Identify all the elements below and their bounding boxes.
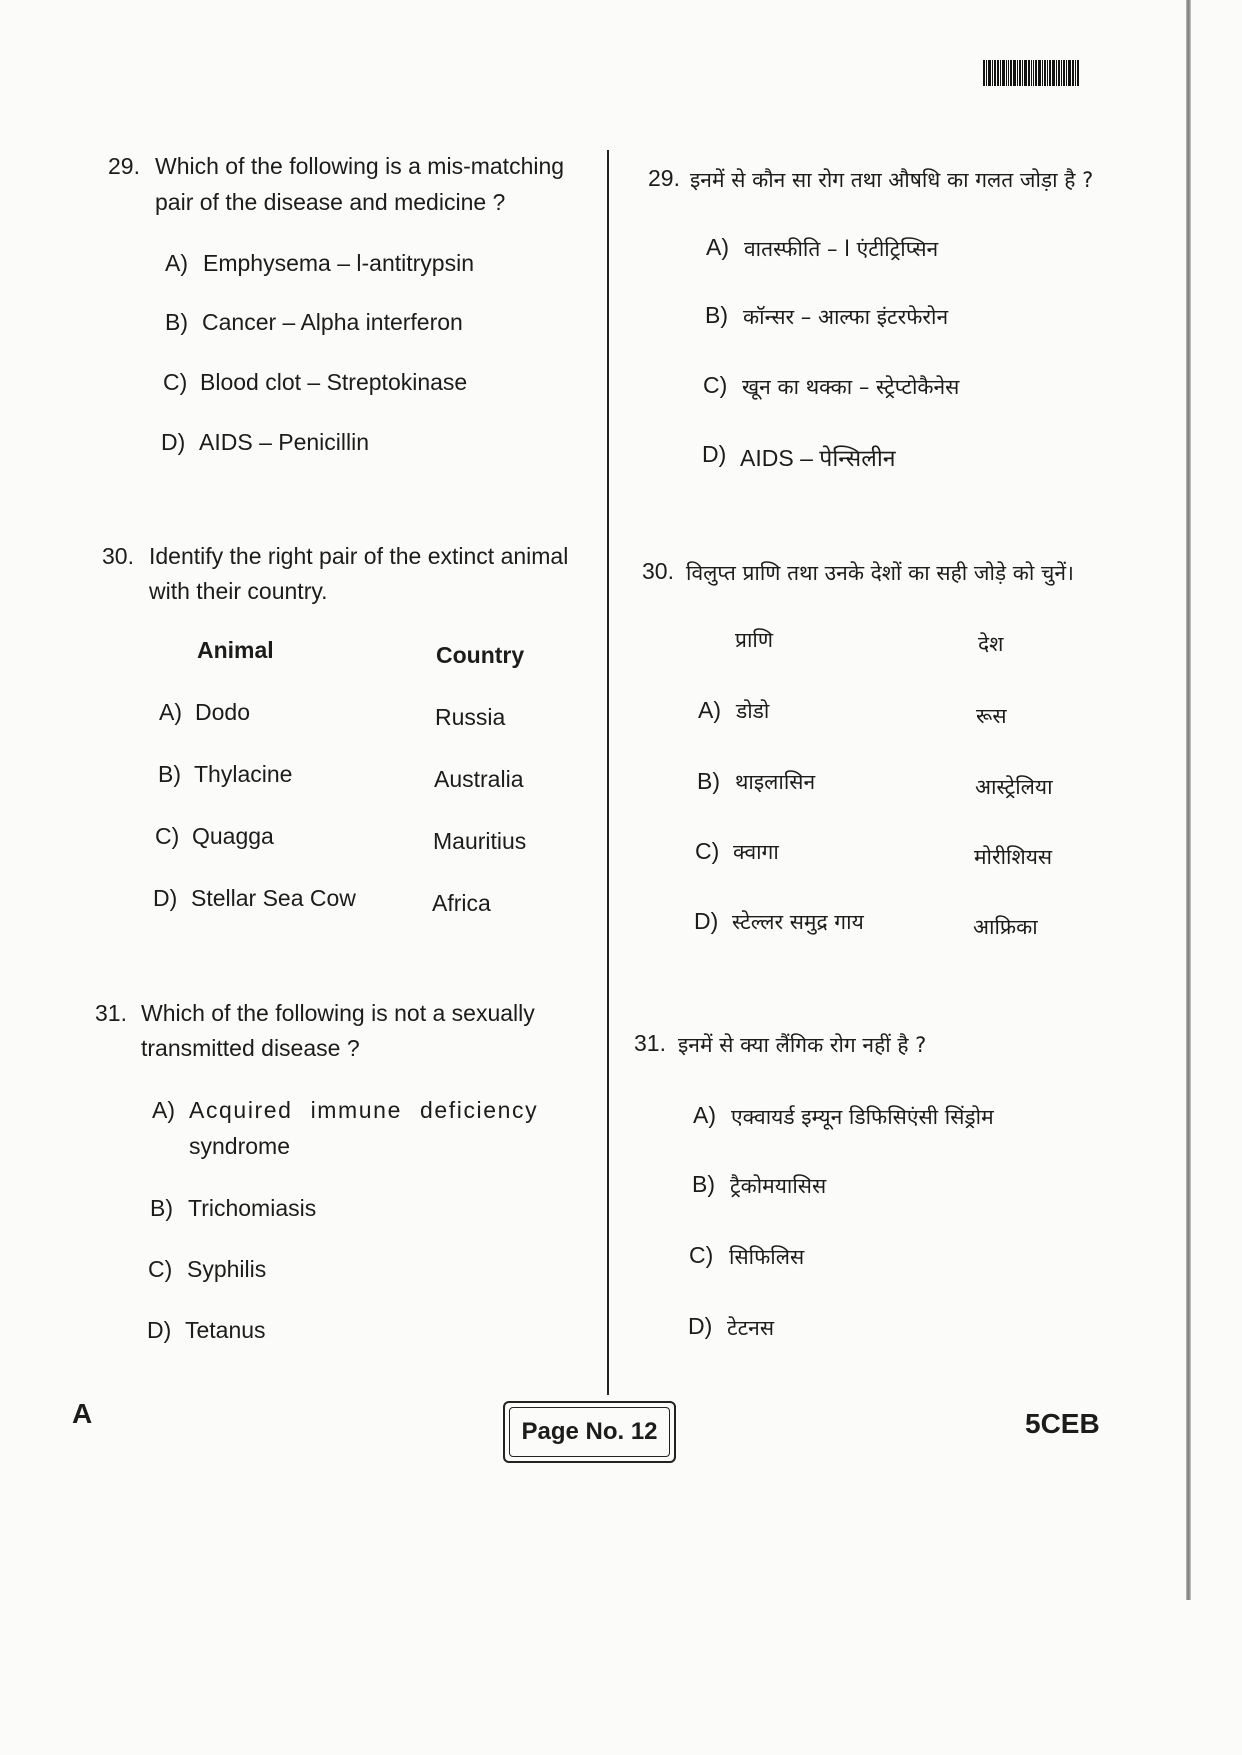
option-label: B) <box>158 761 181 787</box>
option-label: A) <box>706 234 729 260</box>
option-country: Australia <box>434 766 524 792</box>
question-number: 31. <box>95 1000 127 1026</box>
question-text: Which of the following is not a sexually <box>141 1000 535 1026</box>
option-label: A) <box>698 697 721 723</box>
option-label: A) <box>693 1102 716 1128</box>
column-header-animal: Animal <box>197 637 274 663</box>
question-number: 30. <box>102 543 134 569</box>
question-text: इनमें से क्या लैंगिक रोग नहीं है ? <box>678 1033 927 1057</box>
column-header-country: Country <box>436 642 525 668</box>
question-number: 29. <box>108 153 140 179</box>
column-header-country: देश <box>978 632 1004 656</box>
column-divider <box>607 150 609 1395</box>
question-number: 31. <box>634 1030 666 1056</box>
option-text: एक्वायर्ड इम्यून डिफिसिएंसी सिंड्रोम <box>731 1105 994 1129</box>
option-text: Acquired immune deficiency <box>189 1097 539 1123</box>
option-text: Cancer – Alpha interferon <box>202 309 463 335</box>
option-text: Emphysema – l-antitrypsin <box>203 250 474 276</box>
option-label: D) <box>147 1317 172 1343</box>
option-label: D) <box>161 429 186 455</box>
option-animal: Quagga <box>192 823 274 849</box>
option-label: D) <box>694 908 719 934</box>
column-header-animal: प्राणि <box>735 628 774 652</box>
option-animal: स्टेल्लर समुद्र गाय <box>732 910 864 934</box>
question-text: Which of the following is a mis-matching <box>155 153 565 179</box>
booklet-series-letter: A <box>72 1398 93 1429</box>
question-text: इनमें से कौन सा रोग तथा औषधि का गलत जोड़ा है ? <box>690 168 1094 192</box>
page-number: Page No. 12 <box>509 1407 670 1457</box>
option-label: C) <box>703 372 728 398</box>
question-number: 30. <box>642 558 674 584</box>
page-number-box <box>503 1401 676 1463</box>
option-animal: क्वागा <box>733 840 779 864</box>
option-animal: Dodo <box>195 699 250 725</box>
option-animal: डोडो <box>736 699 770 723</box>
option-text: Trichomiasis <box>188 1195 317 1221</box>
paper-code: 5CEB <box>1025 1408 1100 1439</box>
option-country: मोरीशियस <box>974 845 1053 869</box>
question-text: Identify the right pair of the extinct animal <box>149 543 569 569</box>
option-label: A) <box>159 699 182 725</box>
option-text: कॉन्सर – आल्फा इंटरफेरोन <box>743 305 949 329</box>
option-country: Russia <box>435 704 506 730</box>
option-text: टेटनस <box>727 1316 775 1340</box>
barcode-icon <box>983 60 1123 86</box>
option-label: C) <box>695 838 720 864</box>
question-number: 29. <box>648 165 680 191</box>
option-text: syndrome <box>189 1133 290 1159</box>
option-text: Tetanus <box>185 1317 266 1343</box>
option-animal: Thylacine <box>194 761 293 787</box>
page-edge-shadow <box>1186 0 1191 1600</box>
option-label: A) <box>152 1097 175 1123</box>
option-label: D) <box>688 1313 713 1339</box>
question-text: विलुप्त प्राणि तथा उनके देशों का सही जोड़े को चुनें। <box>686 561 1074 585</box>
option-text: खून का थक्का – स्ट्रेप्टोकैनेस <box>742 375 960 399</box>
option-country: आस्ट्रेलिया <box>975 775 1053 799</box>
option-label: B) <box>150 1195 173 1221</box>
option-label: C) <box>689 1242 714 1268</box>
option-text: Syphilis <box>187 1256 267 1282</box>
option-animal: Stellar Sea Cow <box>191 885 356 911</box>
option-text: Blood clot – Streptokinase <box>200 369 468 395</box>
option-text: AIDS – पेन्सिलीन <box>740 445 896 471</box>
question-text: transmitted disease ? <box>141 1035 360 1061</box>
option-label: C) <box>163 369 188 395</box>
option-country: Mauritius <box>433 828 527 854</box>
option-animal: थाइलासिन <box>735 770 816 794</box>
option-country: Africa <box>432 890 491 916</box>
option-label: B) <box>692 1171 715 1197</box>
option-label: C) <box>155 823 180 849</box>
option-label: B) <box>697 768 720 794</box>
option-label: D) <box>153 885 178 911</box>
option-country: आफ्रिका <box>973 915 1038 939</box>
option-label: D) <box>702 441 727 467</box>
option-country: रूस <box>976 704 1007 728</box>
option-text: AIDS – Penicillin <box>199 429 370 455</box>
option-label: B) <box>705 302 728 328</box>
option-text: सिफिलिस <box>729 1245 805 1269</box>
option-label: C) <box>148 1256 173 1282</box>
option-text: ट्रैकोमयासिस <box>730 1174 827 1198</box>
option-label: B) <box>165 309 188 335</box>
option-text: वातस्फीति – l एंटीट्रिप्सिन <box>744 237 939 261</box>
question-text: pair of the disease and medicine ? <box>155 189 506 215</box>
question-text: with their country. <box>149 578 328 604</box>
option-label: A) <box>165 250 188 276</box>
